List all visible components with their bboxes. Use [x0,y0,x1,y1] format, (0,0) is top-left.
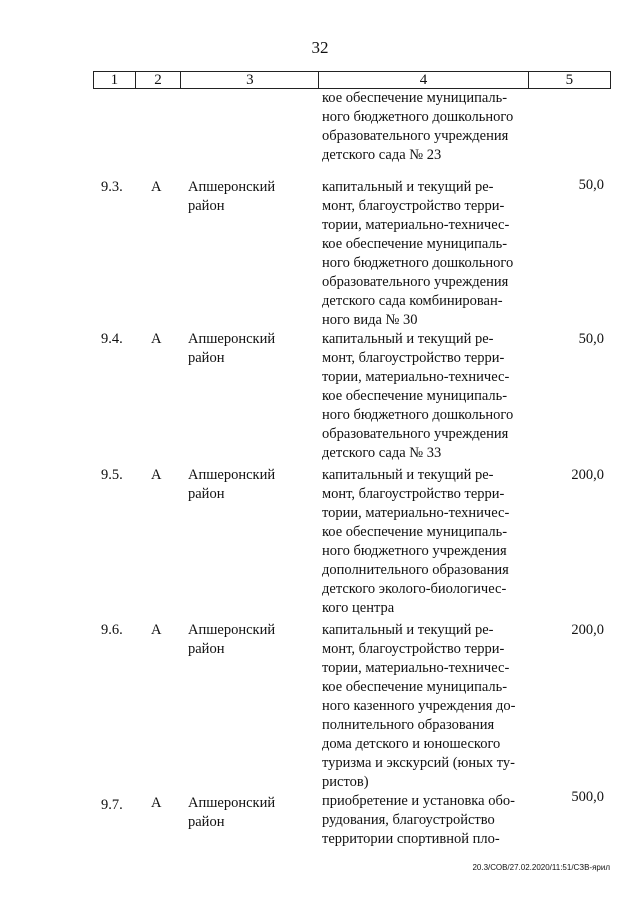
row-amount: 50,0 [578,331,604,347]
continuation-text: кое обеспечение муниципаль- ного бюджетного дошкольного образовательного учреждения детского сада № 23 [322,90,514,163]
row-category: А [151,179,162,195]
row-category: А [151,467,162,483]
row-description: капитальный и текущий ре- монт, благоустройство терри- тории, материально-техничес- кое обеспечение муниципаль- ного казенного учреждения до- полнительного образования дома детского и юношеского туризма и экскурсий (юных ту- ристов) [322,622,516,790]
row-district: Апшеронский район [188,179,276,214]
row-amount: 200,0 [571,622,604,638]
header-col-4: 4 [319,72,528,88]
row-number: 9.4. [101,331,123,347]
row-number: 9.5. [101,467,123,483]
row-number: 9.3. [101,179,123,195]
row-category: А [151,622,162,638]
row-district: Апшеронский район [188,622,276,657]
row-amount: 500,0 [571,789,604,805]
row-category: А [151,795,162,811]
row-district: Апшеронский район [188,795,276,830]
row-description: приобретение и установка обо- рудования, благоустройство территории спортивной пло- [322,793,515,847]
footer-document-code: 20.3/СОВ/27.02.2020/11:51/СЗВ-ярил [472,863,610,872]
header-col-5: 5 [565,72,574,88]
table-header-row [93,71,611,89]
row-description: капитальный и текущий ре- монт, благоустройство терри- тории, материально-техничес- кое обеспечение муниципаль- ного бюджетного дошкольного образовательного учреждения детского сада комбинирован- ного вида № 30 [322,179,514,328]
row-amount: 200,0 [571,467,604,483]
row-number: 9.7. [101,797,123,813]
row-district: Апшеронский район [188,331,276,366]
row-description: капитальный и текущий ре- монт, благоустройство терри- тории, материально-техничес- кое обеспечение муниципаль- ного бюджетного учреждения дополнительного образования детского эколого-биологичес- кого центра [322,467,510,616]
row-district: Апшеронский район [188,467,276,502]
row-category: А [151,331,162,347]
row-number: 9.6. [101,622,123,638]
page-number: 32 [311,38,329,57]
header-col-2: 2 [136,72,182,88]
row-amount: 50,0 [578,177,604,193]
row-description: капитальный и текущий ре- монт, благоустройство терри- тории, материально-техничес- кое обеспечение муниципаль- ного бюджетного дошкольного образовательного учреждения детского сада № 33 [322,331,514,461]
header-col-3: 3 [181,72,319,88]
header-col-1: 1 [94,72,136,88]
